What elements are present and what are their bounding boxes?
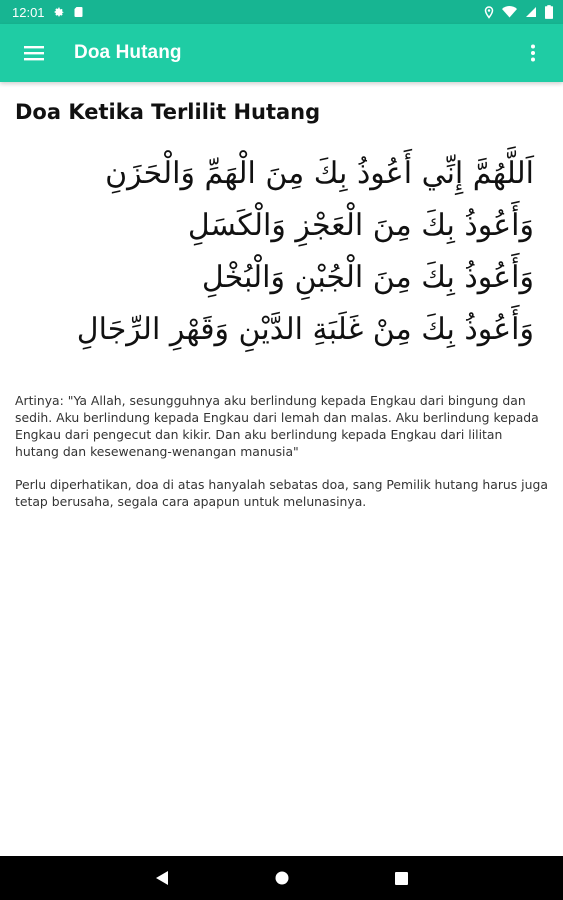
home-icon[interactable]: [272, 868, 292, 888]
note-text: Perlu diperhatikan, doa di atas hanyalah sebatas doa, sang Pemilik hutang harus juga tetap berusaha, segala cara apapun untuk melunasinya.: [15, 477, 548, 509]
status-time: 12:01: [12, 4, 45, 20]
navigation-bar: [0, 856, 563, 900]
app-title: Doa Hutang: [74, 42, 182, 63]
app-bar: [0, 24, 563, 82]
status-bar-left: [12, 5, 84, 20]
location-icon: [484, 6, 494, 19]
arabic-line: وَأَعُوذُ بِكَ مِنْ غَلَبَةِ الدَّيْنِ وَقَهْرِ الرِّجَالِ: [76, 312, 534, 347]
translation-text: Artinya: "Ya Allah, sesungguhnya aku berlindung kepada Engkau dari bingung dan sedih. Aku berlindung kepada Engkau dari lemah dan malas. Aku berlindung kepada Engkau dari pengecut dan kikir. Dan aku berlindung kepada Engkau dari lilitan hutang dan kesewenang-wenangan manusia": [15, 393, 539, 459]
gear-icon: [53, 6, 65, 18]
back-icon[interactable]: [152, 868, 172, 888]
arabic-line: اَللَّهُمَّ إِنِّي أَعُوذُ بِكَ مِنَ الْهَمِّ وَالْحَزَنِ: [105, 156, 534, 191]
wifi-icon: [502, 6, 517, 18]
hamburger-menu-icon[interactable]: [22, 41, 46, 65]
status-bar-right: [484, 5, 553, 19]
status-bar: [0, 0, 563, 24]
page-title: Doa Ketika Terlilit Hutang: [15, 100, 321, 124]
arabic-prayer: [15, 148, 548, 356]
battery-icon: [545, 5, 553, 19]
signal-icon: [525, 6, 537, 18]
arabic-line: وَأَعُوذُ بِكَ مِنَ الْعَجْزِ وَالْكَسَلِ: [187, 208, 534, 243]
content-area: [0, 82, 563, 856]
more-vert-icon[interactable]: [521, 41, 545, 65]
arabic-line: وَأَعُوذُ بِكَ مِنَ الْجُبْنِ وَالْبُخْلِ: [201, 260, 534, 295]
sd-card-icon: [73, 6, 84, 18]
recents-icon[interactable]: [392, 868, 412, 888]
